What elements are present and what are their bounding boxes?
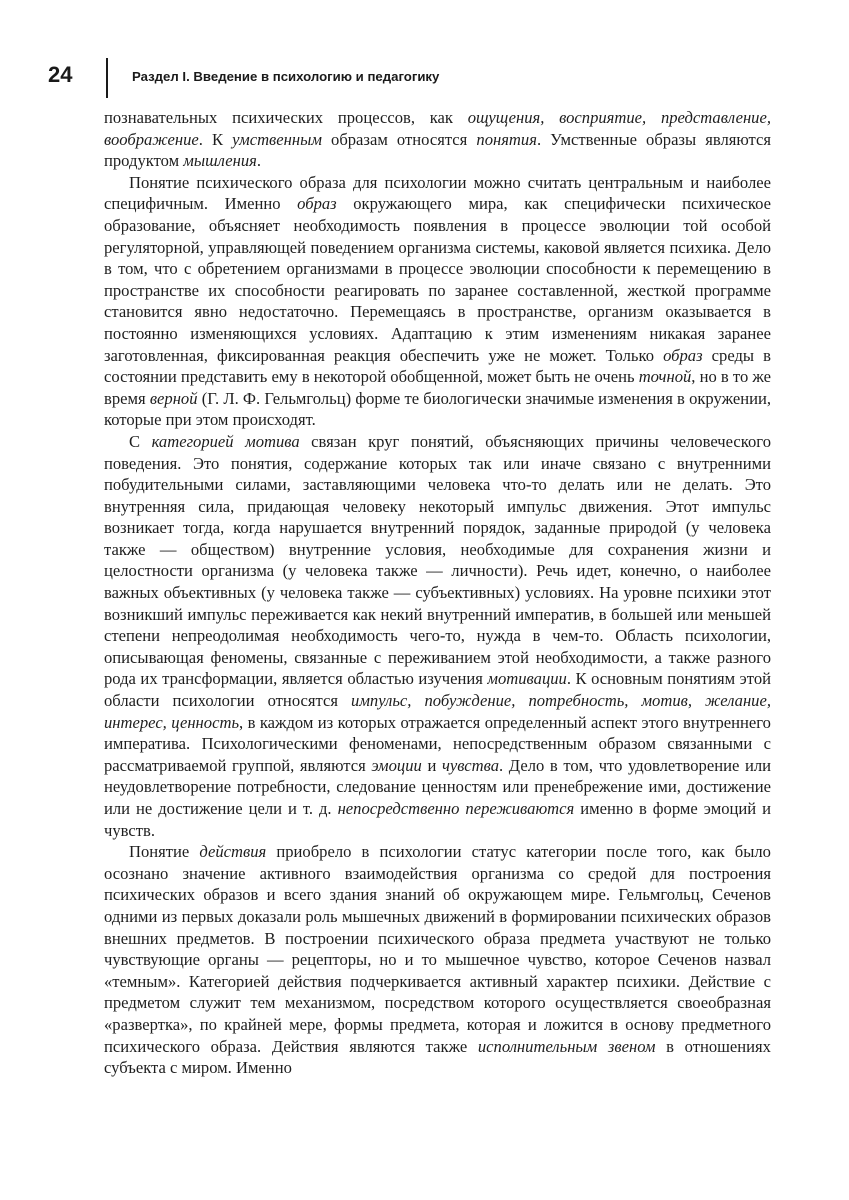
text-run: в отношениях субъекта с миром. Именно <box>104 1036 771 1078</box>
text-run: , в каждом из которых отражается определенный аспект этого внутреннего императива. Психологическими феноменами, непосредственным образом связанными с рассматриваемой группой, являются <box>104 712 771 775</box>
text-run: , но в то же время <box>104 367 771 408</box>
text-run: связан круг понятий, объясняющих причины человеческого поведения. Это понятия, содержание которых так или иначе связано с внутренними побудительными силами, заставляющими человека что-то делать или не делать. Это внутренняя сила, придающая человеку некоторый импульс движения. Этот импульс возникает тогда, когда нарушается внутренний порядок, заданные природой (у человека также — обществом) внутренние условия, необходимые для сохранения жизни и целостности организма (у человека также — личности). Речь идет, конечно, о наиболее важных объективных (у человека также — субъективных) условиях. На уровне психики этот возникший импульс переживается как некий внутренний императив, в большей или меньшей степени непреодолимая необходимость чего-то, нужда в чем-то. Область психологии, описывающая феномены, связанные с переживанием этой необходимости, а также разного рода их трансформации, является областью изучения <box>104 431 771 689</box>
page-number: 24 <box>48 62 73 87</box>
text-run: приобрело в психологии статус категории после того, как было осознано значение активного взаимодействия организма со средой для построения психических образов и всего здания знаний об окружающем мире. Гельмгольц, Сеченов одними из первых доказали роль мышечных движений в формировании психических образов внешних предметов. В построении психического образа предмета участвуют не только чувствующие органы — рецепторы, но и то мышечное чувство, которое Сеченов назвал «темным». Категорией действия подчеркивается активный характер психики. Действие с предметом служит тем механизмом, посредством которого осуществляется своеобразная «развертка», по крайней мере, формы предмета, которая и ложится в основу предметного психического образа. Действия являются также <box>104 842 771 1056</box>
text-run: познавательных психических процессов, как <box>104 108 468 127</box>
text-run: и <box>421 755 442 775</box>
text-run: Понятие <box>129 842 200 862</box>
emphasis: ощущения, восприятие, представление, воображение <box>104 108 771 149</box>
emphasis: мотивации <box>487 669 567 689</box>
text-run: именно в форме эмоций и чувств. <box>104 799 772 840</box>
emphasis: верной <box>149 388 198 408</box>
emphasis: импульс, побуждение, потребность, мотив, желание, интерес, ценность <box>104 691 771 732</box>
text-run: . Дело в том, что удовлетворение или неудовлетворение потребности, следование ценностям или пренебрежение ими, достижение или не достижение цели и т. д. <box>104 755 772 818</box>
emphasis: мышления <box>183 151 257 171</box>
emphasis: категорией мотива <box>151 431 300 451</box>
paragraph-3 <box>104 431 771 841</box>
emphasis: чувства <box>442 755 500 775</box>
text-run: Понятие психического образа для психологии можно считать центральным и наиболее специфичным. Именно <box>104 172 771 214</box>
text-run: . К основным понятиям этой области психологии относятся <box>104 669 772 711</box>
text-run: . К <box>198 129 233 149</box>
emphasis: действия <box>199 842 267 862</box>
text-run: окружающего мира, как специфически психическое образование, объясняет необходимость появления в процессе эволюции той особой регуляторной, управляющей поведением организма системы, каковой является психика. Дело в том, что с обретением организмами в процессе эволюции способности к перемещению в пространстве их способности реагировать по заранее составленной, жесткой программе становится явно недостаточно. Перемещаясь в пространстве, организм оказывается в постоянно изменяющихся условиях. Адаптацию к этим изменениям никакая заранее заготовленная, фиксированная реакция обеспечить уже не может. Только <box>104 194 771 365</box>
emphasis: непосредственно переживаются <box>337 799 575 818</box>
text-run: среды в состоянии представить ему в некоторой обобщенной, может быть не очень <box>104 345 771 387</box>
text-run: . <box>256 151 262 171</box>
text-run: (Г. Л. Ф. Гельмгольц) форме те биологически значимые изменения в окружении, которые при этом происходят. <box>104 388 771 430</box>
emphasis: образ <box>297 194 337 214</box>
emphasis: образ <box>663 345 703 365</box>
emphasis: понятия <box>476 129 537 149</box>
body-text <box>104 107 771 1079</box>
text-run: образам относятся <box>321 129 477 149</box>
header-divider <box>106 58 108 98</box>
section-title: Раздел I. Введение в психологию и педагогику <box>132 69 440 84</box>
text-run: С <box>129 431 152 451</box>
running-header <box>48 58 769 98</box>
text-run: . Умственные образы являются продуктом <box>104 129 772 171</box>
emphasis: умственным <box>232 129 322 149</box>
paragraph-4 <box>104 841 771 1079</box>
emphasis: точной <box>638 367 692 387</box>
emphasis: исполнительным звеном <box>477 1036 656 1056</box>
paragraph-2 <box>104 172 771 431</box>
paragraph-1 <box>104 107 771 172</box>
emphasis: эмоции <box>371 755 422 775</box>
